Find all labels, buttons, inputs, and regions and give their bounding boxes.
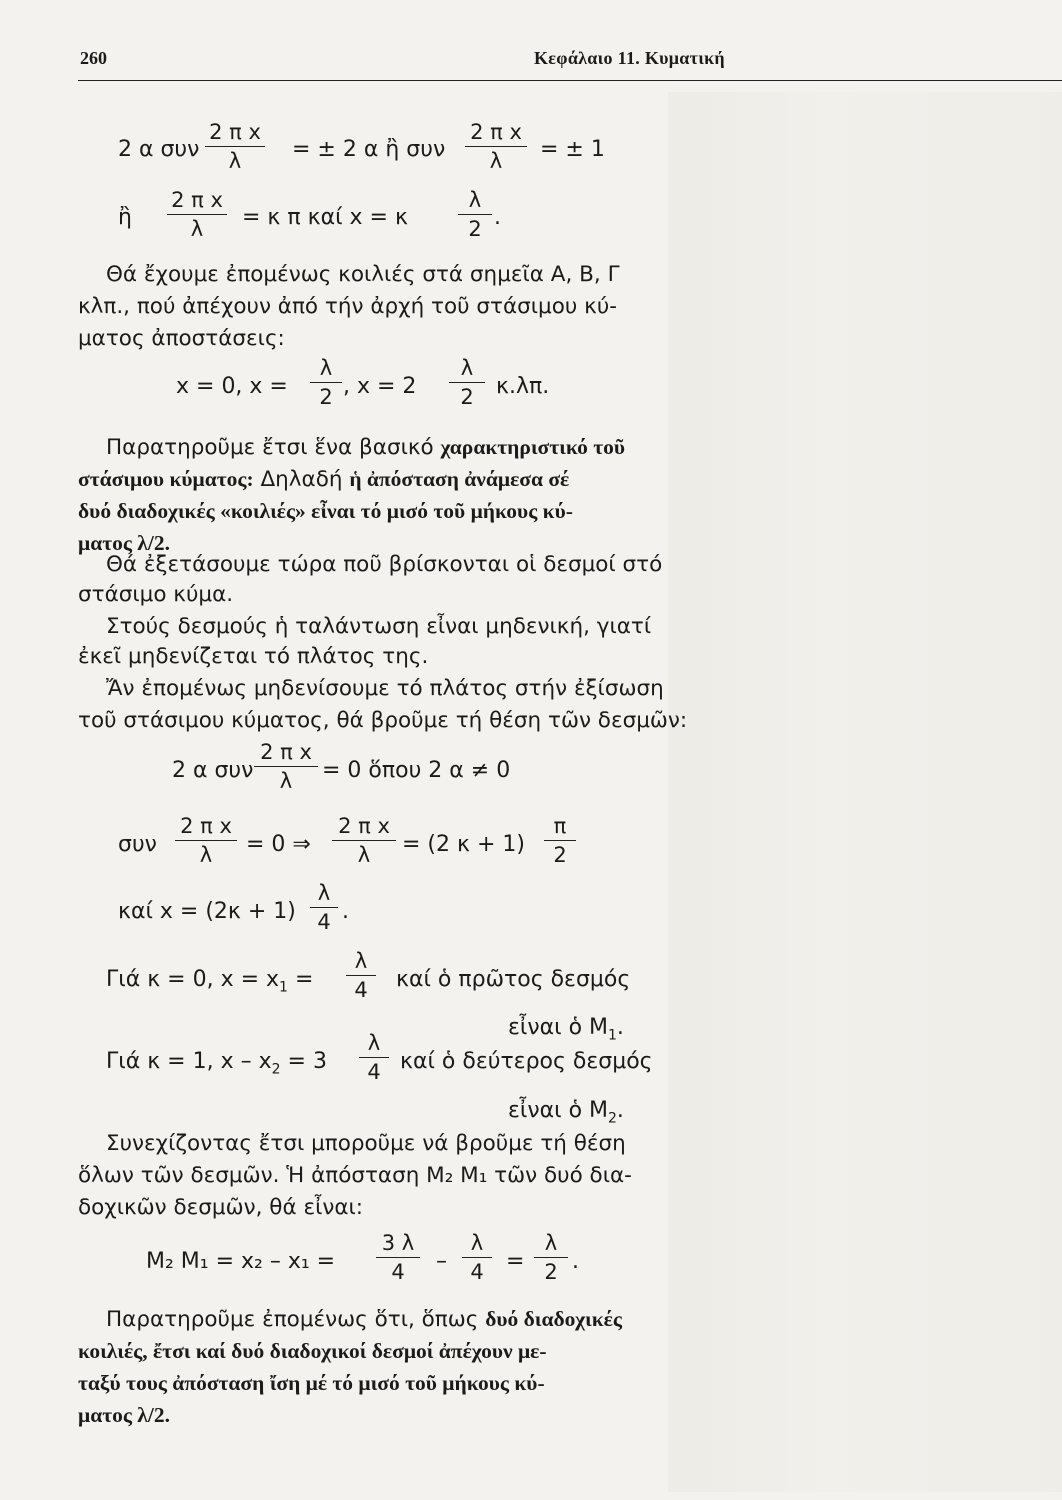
fraction: 3 λ 4 — [376, 1231, 420, 1284]
fraction: λ 2 — [534, 1231, 568, 1284]
fraction: λ 2 — [310, 356, 342, 409]
fraction: λ 2 — [449, 356, 485, 409]
fraction: 2 π x λ — [332, 814, 396, 867]
fraction: λ 4 — [310, 881, 338, 934]
fraction: λ 4 — [359, 1031, 389, 1084]
fraction: λ 4 — [462, 1231, 492, 1284]
fraction: π 2 — [544, 814, 576, 867]
bleed-through-background — [668, 92, 1062, 1492]
fraction: 2 π x λ — [254, 740, 318, 793]
running-header — [78, 40, 1062, 81]
fraction: 2 π x λ — [167, 188, 227, 241]
chapter-title: Κεφάλαιο 11. Κυματική — [534, 48, 725, 68]
page-number: 260 — [80, 48, 107, 68]
fraction: λ 4 — [346, 949, 376, 1002]
fraction: 2 π x λ — [205, 120, 265, 173]
fraction: 2 π x λ — [465, 120, 527, 173]
fraction: 2 π x λ — [175, 814, 237, 867]
fraction: λ 2 — [458, 188, 492, 241]
